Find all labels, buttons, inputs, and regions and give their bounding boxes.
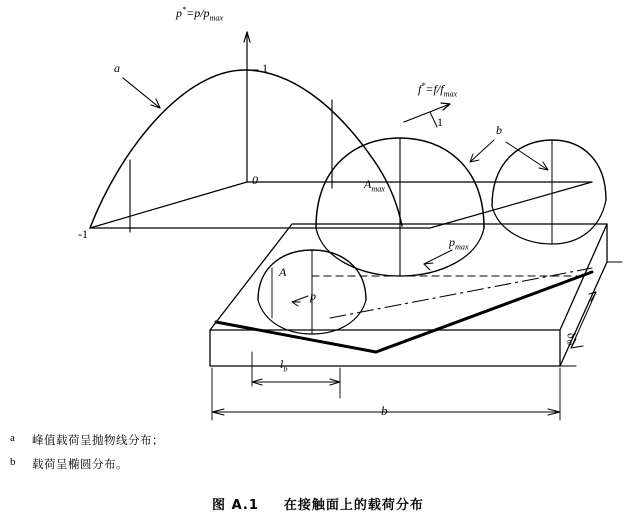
figure-number: 图 A.1	[212, 498, 259, 513]
dimension-label-delta-ta: $\delta_{ta}$	[564, 329, 580, 348]
note-text-a: 峰值载荷呈抛物线分布；	[32, 433, 164, 447]
note-mark-a: a	[10, 432, 15, 444]
figure-notes	[10, 432, 410, 480]
callout-a: a	[114, 61, 120, 75]
label-p-max: $p_{max}$	[449, 235, 469, 252]
dimension-label-b: b	[381, 403, 388, 418]
figure-title: 在接触面上的载荷分布	[283, 498, 424, 513]
note-item	[10, 456, 410, 472]
dimension-label-lb: $l_b$	[280, 357, 288, 374]
axis-label-p: $p^*=p/p_{max}$	[176, 5, 224, 23]
callout-b: b	[496, 123, 502, 137]
tick-label-p-one: 1	[262, 61, 268, 75]
note-mark-b: b	[10, 456, 16, 468]
origin-label: 0	[252, 173, 258, 187]
label-a-max: $A_{max}$	[364, 177, 385, 194]
tick-label-f-one: 1	[437, 115, 443, 129]
note-item	[10, 432, 410, 448]
axis-label-f: $f^*=f/f_{max}$	[418, 81, 458, 99]
label-area-a: A	[279, 265, 287, 279]
tick-label-minus-one: -1	[78, 227, 88, 241]
figure-caption	[0, 494, 636, 513]
label-p: p	[310, 289, 316, 303]
note-text-b: 载荷呈椭圆分布。	[32, 457, 128, 471]
